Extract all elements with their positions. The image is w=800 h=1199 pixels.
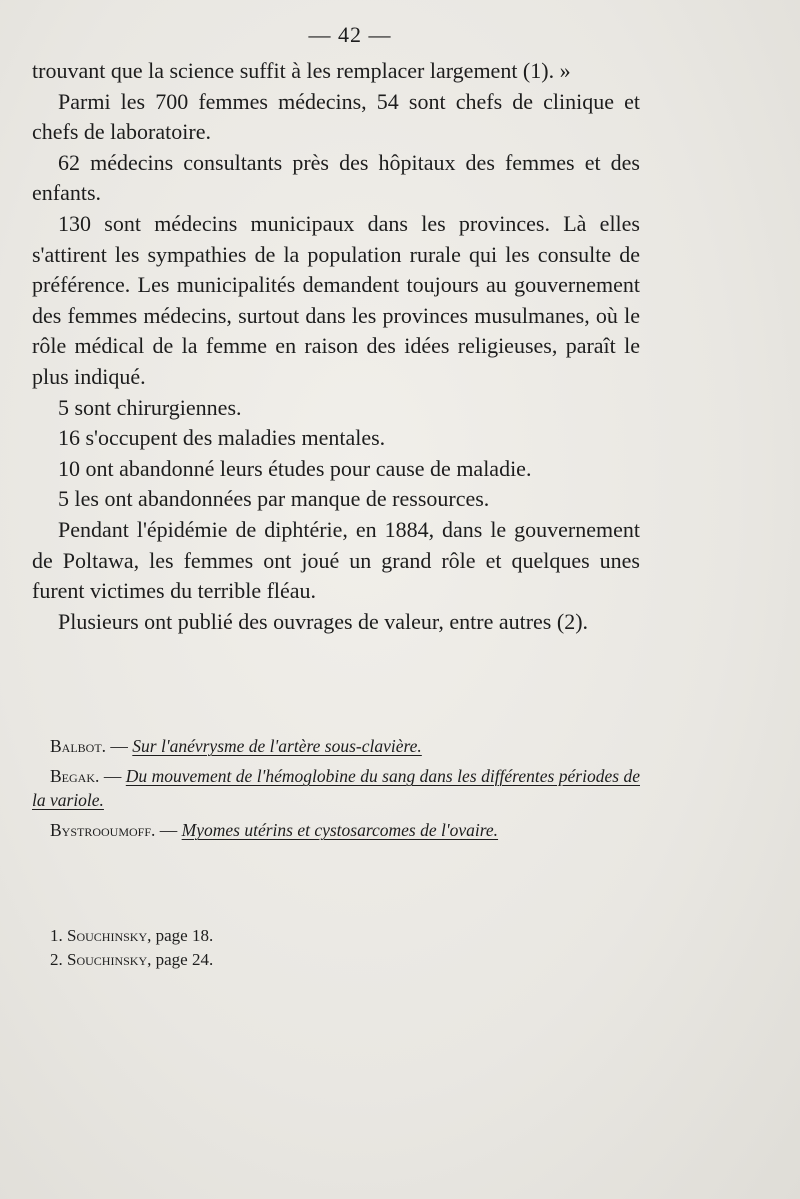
footnotes <box>50 924 610 972</box>
reference-author: Balbot. <box>50 736 107 756</box>
footnote-rest: , page 18. <box>147 926 214 945</box>
references-list <box>32 734 640 848</box>
reference-author: Begak. <box>50 766 100 786</box>
paragraph: 10 ont abandonné leurs études pour cause de maladie. <box>58 455 532 481</box>
paragraph: Pendant l'épidémie de diphtérie, en 1884, dans le gouvernement de Poltawa, les femmes ont joué un grand rôle et quelques unes furent victimes du terrible fléau. <box>32 516 640 604</box>
footnote <box>50 948 610 972</box>
footnote-author: Souchinsky <box>67 950 148 969</box>
paragraph: Plusieurs ont publié des ouvrages de valeur, entre autres (2). <box>58 608 589 634</box>
reference-separator: — <box>106 736 133 756</box>
reference-title: Myomes utérins et cystosarcomes de l'ovaire. <box>181 820 499 840</box>
paragraph-continuation: trouvant que la science suffit à les remplacer largement (1). » <box>32 58 571 83</box>
footnote-author: Souchinsky <box>67 926 148 945</box>
page-number: — 42 — <box>308 22 392 47</box>
reference-title: Sur l'anévrysme de l'artère sous-clavière. <box>132 736 422 756</box>
reference-item <box>32 764 640 812</box>
reference-item <box>32 734 640 758</box>
footnote-rest: , page 24. <box>147 950 214 969</box>
paragraph: Parmi les 700 femmes médecins, 54 sont chefs de clinique et chefs de laboratoire. <box>32 88 640 145</box>
paragraph: 5 les ont abandonnées par manque de ressources. <box>58 486 490 512</box>
paragraph: 62 médecins consultants près des hôpitaux des femmes et des enfants. <box>32 149 640 206</box>
reference-separator: — <box>99 766 126 786</box>
reference-item <box>32 818 640 842</box>
reference-title: Du mouvement de l'hémoglobine du sang dans les différentes périodes de la variole. <box>32 766 640 810</box>
paragraph: 5 sont chirurgiennes. <box>58 394 242 420</box>
paragraph: 16 s'occupent des maladies mentales. <box>58 425 386 451</box>
footnote-marker: 1. <box>50 926 63 945</box>
footnote <box>50 924 610 948</box>
reference-separator: — <box>155 820 182 840</box>
main-text <box>32 56 640 637</box>
paragraph: 130 sont médecins municipaux dans les provinces. Là elles s'attirent les sympathies de la population rurale qui les consulte de préférence. Les municipalités demandent toujours au gouvernement des femmes médecins, surtout dans les provinces musulmanes, où le rôle médical de la femme en raison des idées religieuses, paraît le plus indiqué. <box>32 210 640 389</box>
footnote-marker: 2. <box>50 950 63 969</box>
reference-author: Bystrooumoff. <box>50 820 156 840</box>
